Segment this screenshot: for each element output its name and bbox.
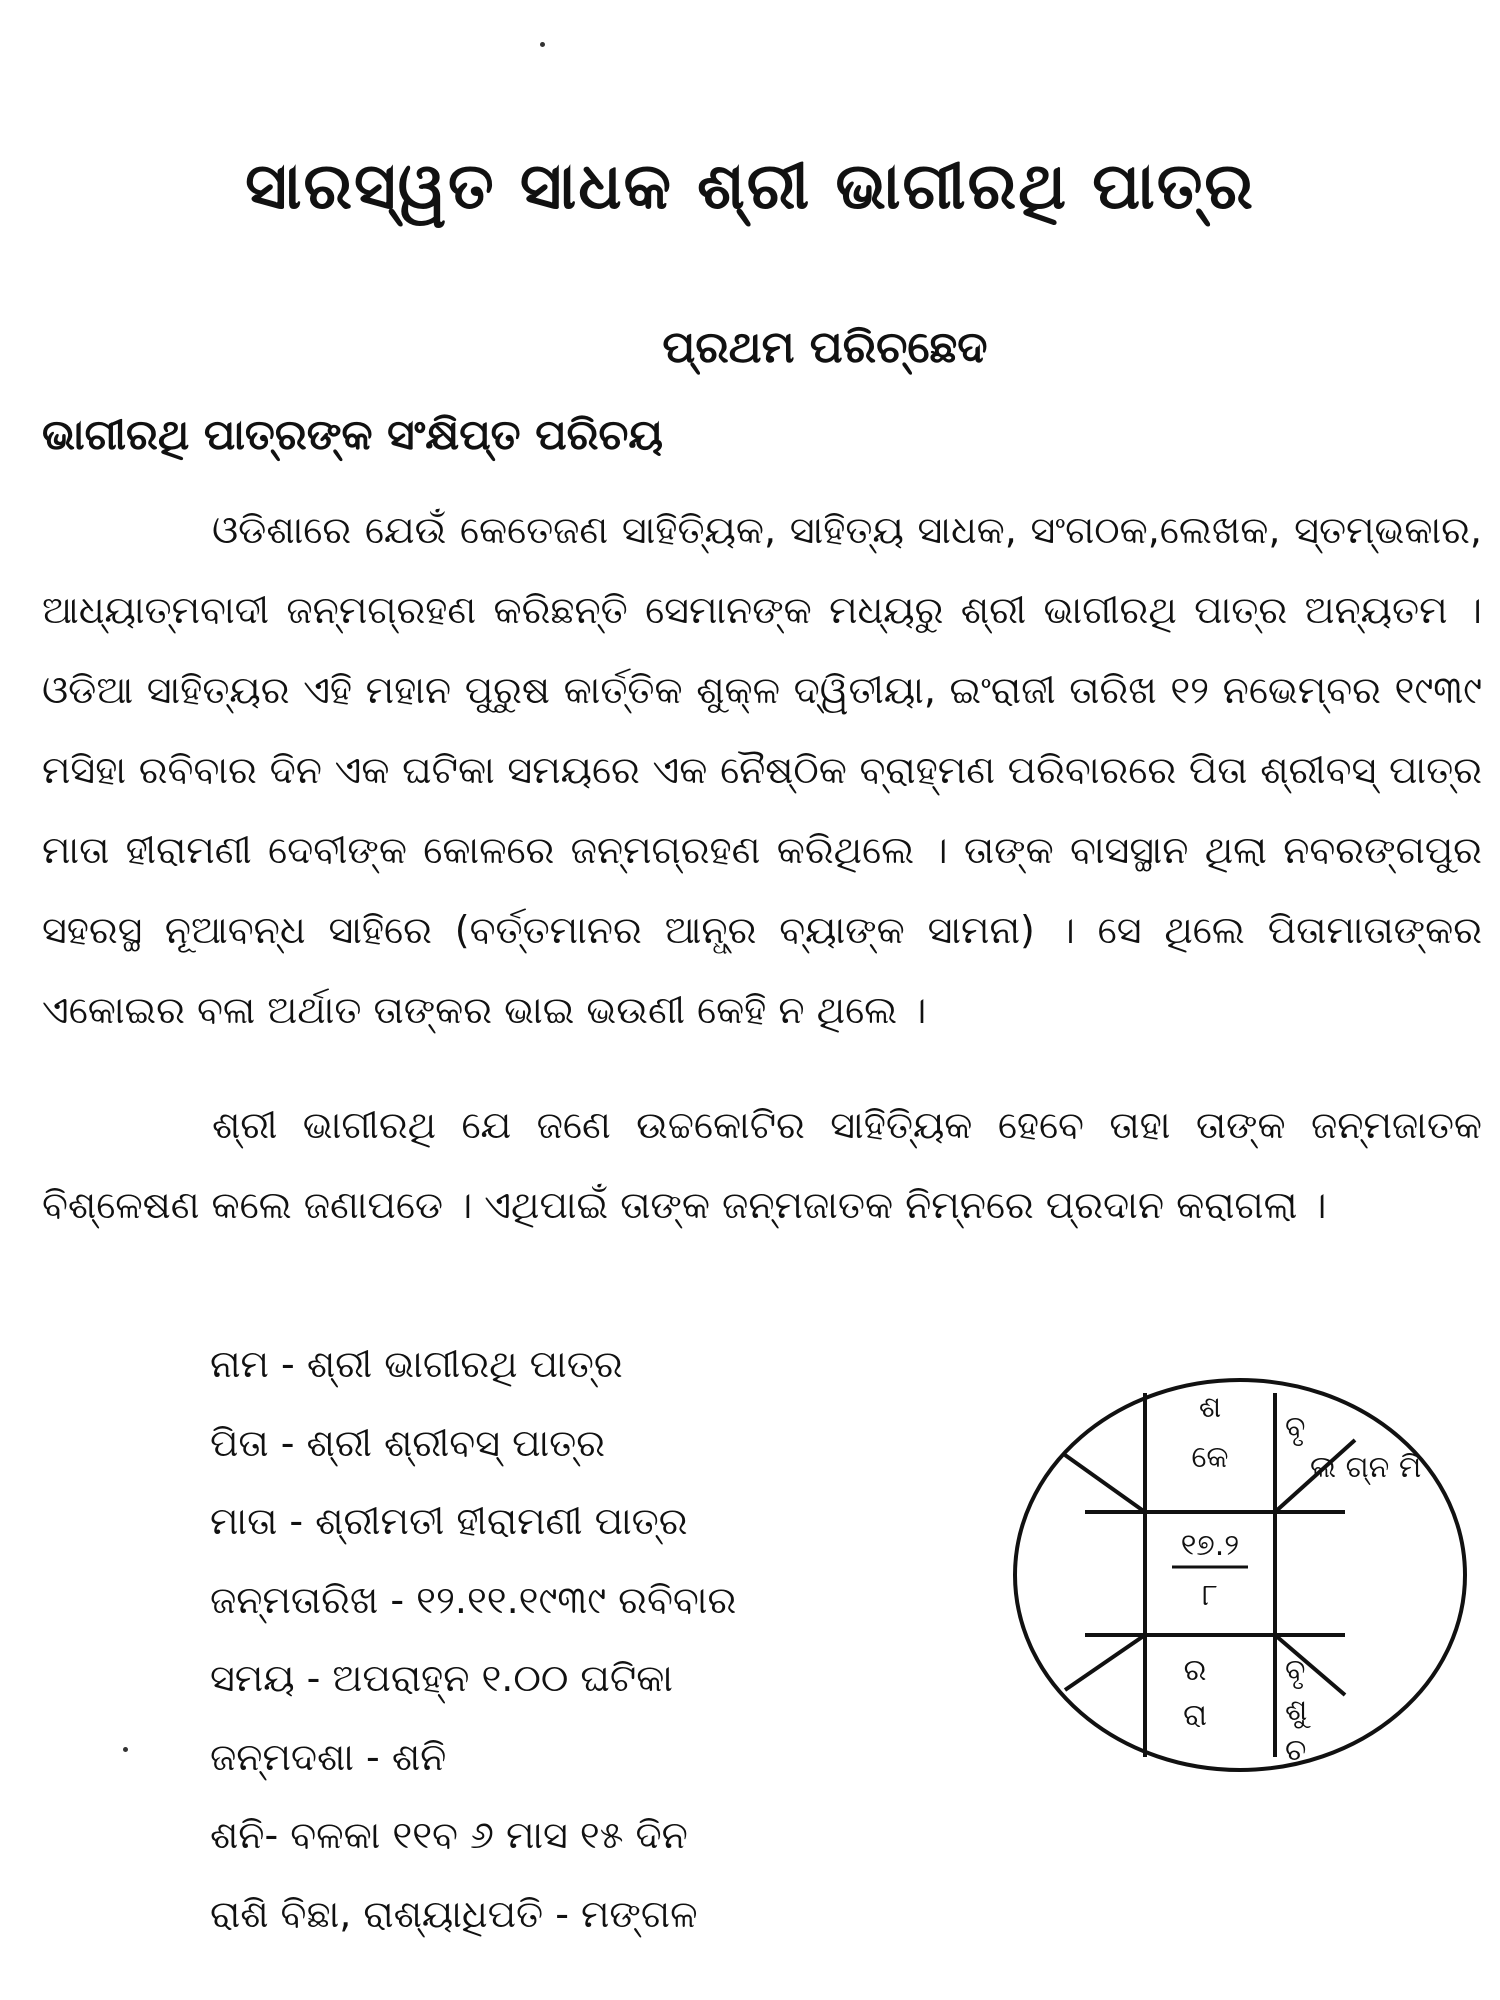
scan-speck <box>123 1747 128 1752</box>
chart-bottom-right-label-2: ଶୁ <box>1285 1693 1308 1728</box>
chart-top-label-2: କେ <box>1191 1440 1229 1475</box>
scan-speck <box>540 42 545 47</box>
chart-center-label-2: ୮ <box>1202 1578 1218 1613</box>
birth-details-list <box>210 1325 736 1953</box>
horoscope-chart <box>1010 1375 1470 1775</box>
chapter-heading: ପ୍ରଥମ ପରିଚ୍ଛେଦ <box>662 322 988 373</box>
chart-bottom-label-2: ରା <box>1183 1698 1207 1733</box>
chart-center-label-1: ୧୭.୨ <box>1180 1528 1240 1563</box>
detail-time: ସମୟ - ଅପରାହ୍ନ ୧.୦୦ ଘଟିକା <box>210 1656 673 1700</box>
chart-top-label-1: ଶ <box>1198 1390 1222 1425</box>
chart-bottom-right-label-1: ବୃ <box>1285 1653 1306 1688</box>
chart-top-right-label-2: ଲ ଗ୍ନ ମି <box>1310 1450 1422 1485</box>
detail-birth-dasha: ଜନ୍ମଦଶା - ଶନି <box>210 1734 447 1779</box>
paragraph-horoscope-intro: ଶ୍ରୀ ଭାଗୀରଥି ଯେ ଜଣେ ଉଚ୍ଚକୋଟିର ସାହିତ୍ୟିକ ହେବେ ତାହା ତାଙ୍କ ଜନ୍ମଜାତକ ବିଶ୍ଳେଷଣ କଲେ ଜଣାପଡେ । ଏଥିପାଇଁ ତାଙ୍କ ଜନ୍ମଜାତକ ନିମ୍ନରେ ପ୍ରଦାନ କରାଗଲା । <box>42 1103 1482 1227</box>
paragraph-introduction: ଓଡିଶାରେ ଯେଉଁ କେତେଜଣ ସାହିତ୍ୟିକ, ସାହିତ୍ୟ ସାଧକ, ସଂଗଠକ,ଲେଖକ, ସ୍ତମ୍ଭକାର, ଆଧ୍ୟାତ୍ମବାଦୀ ଜନ୍ମଗ୍ରହଣ କରିଛନ୍ତି ସେମାନଙ୍କ ମଧ୍ୟରୁ ଶ୍ରୀ ଭାଗୀରଥି ପାତ୍ର ଅନ୍ୟତମ । ଓଡିଆ ସାହିତ୍ୟର ଏହି ମହାନ ପୁରୁଷ କାର୍ତ୍ତିକ ଶୁକ୍ଳ ଦ୍ୱିତୀୟା, ଇଂରାଜୀ ତାରିଖ ୧୨ ନଭେମ୍ବର ୧୯୩୯ ମସିହା ରବିବାର ଦିନ ଏକ ଘଟିକା ସମୟରେ ଏକ ନୈଷ୍ଠିକ ବ୍ରାହ୍ମଣ ପରିବାରରେ ପିତା ଶ୍ରୀବସ୍ ପାତ୍ର ମାତା ହୀରାମଣୀ ଦେବୀଙ୍କ କୋଳରେ ଜନ୍ମଗ୍ରହଣ କରିଥିଲେ । ତାଙ୍କ ବାସସ୍ଥାନ ଥିଲା ନବରଙ୍ଗପୁର ସହରସ୍ଥ ନୂଆବନ୍ଧ ସାହିରେ (ବର୍ତ୍ତମାନର ଆନ୍ଧ୍ର ବ୍ୟାଙ୍କ ସାମନା) । ସେ ଥିଲେ ପିତାମାତାଙ୍କର ଏକୋଇର ବଳା ଅର୍ଥାତ ତାଙ୍କର ଭାଇ ଭଉଣୀ କେହି ନ ଥିଲେ । <box>42 508 1482 1032</box>
section-heading: ଭାଗୀରଥି ପାତ୍ରଙ୍କ ସଂକ୍ଷିପ୍ତ ପରିଚୟ <box>42 410 663 459</box>
detail-name: ନାମ - ଶ୍ରୀ ଭାଗୀରଥି ପାତ୍ର <box>210 1342 623 1386</box>
detail-birth-date: ଜନ୍ମତାରିଖ - ୧୨.୧୧.୧୯୩୯ ରବିବାର <box>210 1577 737 1622</box>
page-title: ସାରସ୍ୱତ ସାଧକ ଶ୍ରୀ ଭାଗୀରଥି ପାତ୍ର <box>245 150 1255 224</box>
chart-bottom-right-label-3: ଚ <box>1285 1733 1307 1768</box>
chart-top-right-label-1: ବୃ <box>1285 1410 1306 1445</box>
chart-bottom-label-1: ର <box>1183 1653 1207 1688</box>
horoscope-chart-drawing <box>1010 1375 1470 1775</box>
detail-mother: ମାତା - ଶ୍ରୀମତୀ ହୀରାମଣୀ ପାତ୍ର <box>210 1499 688 1543</box>
detail-shani-balance: ଶନି- ବଳକା ୧୧ବ ୬ ମାସ ୧୫ ଦିନ <box>210 1813 688 1857</box>
detail-father: ପିତା - ଶ୍ରୀ ଶ୍ରୀବସ୍ ପାତ୍ର <box>210 1420 606 1465</box>
detail-rashi: ରାଶି ବିଛା, ରାଶ୍ୟାଧିପତି - ମଙ୍ଗଳ <box>210 1891 698 1936</box>
